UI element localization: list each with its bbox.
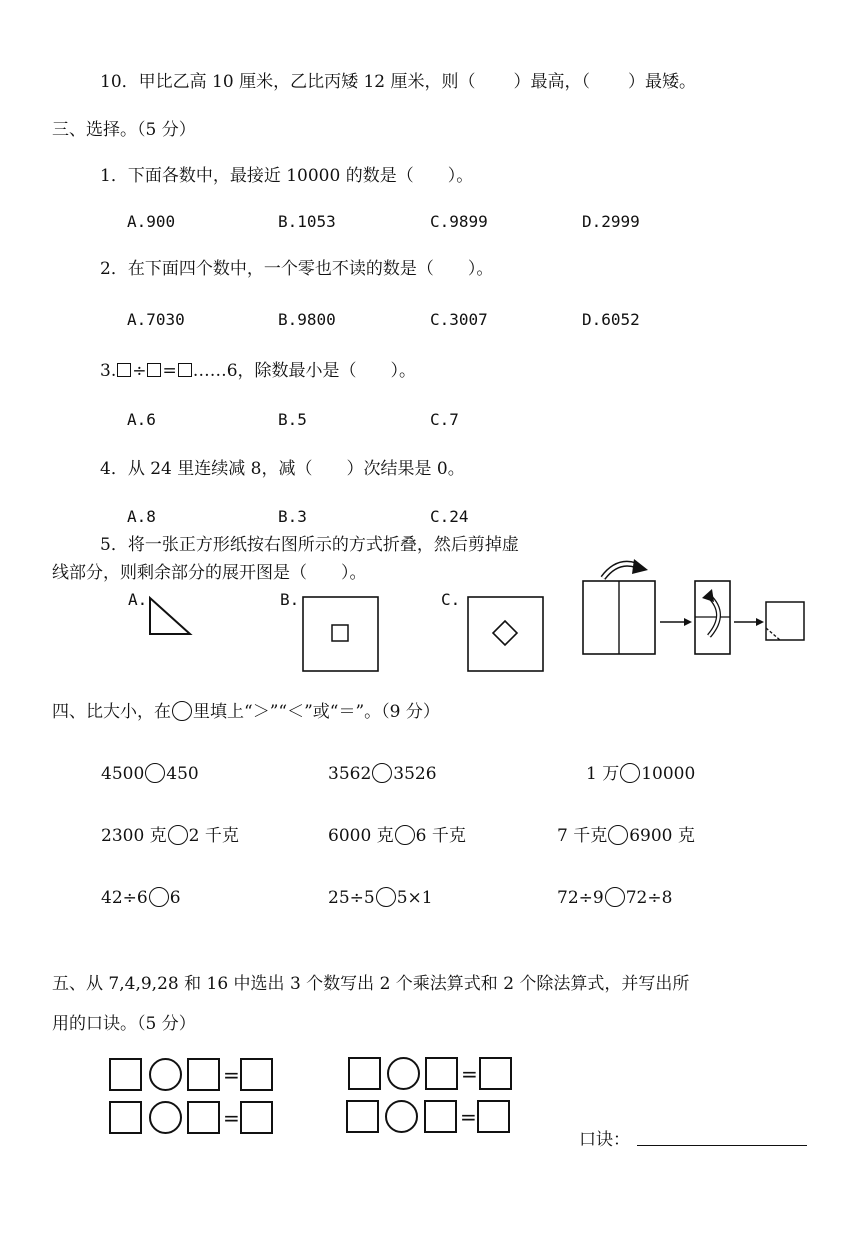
folding-diagram	[578, 556, 810, 660]
q1-option-b[interactable]: B.1053	[278, 212, 336, 231]
compare-left: 7 千克	[557, 826, 608, 846]
compare-left: 2300 克	[101, 826, 167, 846]
q10-part2: ）最高，（	[513, 72, 591, 92]
compare-item-1	[101, 763, 199, 785]
q5-option-c[interactable]: C.	[441, 590, 461, 609]
q10-part3: ）最矮。	[628, 72, 697, 92]
q3-option-b[interactable]: B.5	[278, 410, 307, 429]
equals-sign: =	[223, 1106, 240, 1130]
section4-title	[52, 701, 440, 723]
compare-circle[interactable]	[145, 763, 165, 783]
answer-box[interactable]	[424, 1100, 457, 1133]
answer-box[interactable]	[240, 1058, 273, 1091]
answer-box[interactable]	[109, 1101, 142, 1134]
compare-item-4	[101, 825, 239, 847]
q2-option-b[interactable]: B.9800	[278, 310, 336, 329]
blank-square-icon	[178, 363, 192, 377]
q2-stem: 2．在下面四个数中，一个零也不读的数是（ ）。	[100, 259, 494, 279]
triangle-icon	[146, 594, 196, 638]
koujue-label: 口诀：	[579, 1130, 630, 1150]
q3-number: 3.	[100, 361, 117, 381]
q1-option-c[interactable]: C.9899	[430, 212, 488, 231]
equals-sign: =	[460, 1105, 477, 1129]
operator-circle[interactable]	[385, 1100, 418, 1133]
section5-title-line2: 用的口诀。（5 分）	[52, 1014, 196, 1034]
compare-right: 5×1	[396, 888, 433, 908]
compare-left: 25÷5	[328, 888, 375, 908]
answer-box[interactable]	[348, 1057, 381, 1090]
compare-left: 6000 克	[328, 826, 394, 846]
square-with-diamond-icon	[467, 596, 545, 672]
compare-left: 42÷6	[101, 888, 148, 908]
compare-left: 4500	[101, 764, 145, 784]
q3-rest: ……6，除数最小是（ ）。	[192, 361, 417, 381]
blank-square-icon	[147, 363, 161, 377]
answer-box[interactable]	[346, 1100, 379, 1133]
compare-item-3	[586, 763, 695, 785]
section4-title-post: 里填上“＞”“＜”或“＝”。（9 分）	[193, 702, 440, 722]
compare-item-8	[328, 887, 433, 909]
q3-option-c[interactable]: C.7	[430, 410, 459, 429]
blank-square-icon	[117, 363, 131, 377]
compare-circle[interactable]	[395, 825, 415, 845]
compare-circle[interactable]	[608, 825, 628, 845]
q5-option-b[interactable]: B.	[280, 590, 300, 609]
operator-circle[interactable]	[149, 1058, 182, 1091]
compare-right: 2 千克	[188, 826, 239, 846]
q4-option-b[interactable]: B.3	[278, 507, 307, 526]
q10-line	[100, 71, 696, 93]
answer-box[interactable]	[479, 1057, 512, 1090]
compare-item-7	[101, 887, 181, 909]
q5-stem-line2: 线部分，则剩余部分的展开图是（ ）。	[52, 563, 367, 583]
q1-option-d[interactable]: D.2999	[582, 212, 640, 231]
compare-right: 6 千克	[415, 826, 466, 846]
koujue-answer-line[interactable]	[637, 1145, 807, 1146]
answer-box[interactable]	[187, 1058, 220, 1091]
section4-title-pre: 四、比大小，在	[52, 702, 171, 722]
q5-stem-line1: 5．将一张正方形纸按右图所示的方式折叠，然后剪掉虚	[100, 535, 519, 555]
operator-circle[interactable]	[387, 1057, 420, 1090]
compare-item-6	[557, 825, 695, 847]
compare-right: 450	[166, 764, 199, 784]
q3-option-a[interactable]: A.6	[127, 410, 156, 429]
compare-item-5	[328, 825, 466, 847]
q4-option-a[interactable]: A.8	[127, 507, 156, 526]
q4-option-c[interactable]: C.24	[430, 507, 469, 526]
compare-circle[interactable]	[149, 887, 169, 907]
q5-option-a[interactable]: A.	[128, 590, 148, 609]
compare-right: 3526	[393, 764, 437, 784]
q2-option-c[interactable]: C.3007	[430, 310, 488, 329]
compare-left: 72÷9	[557, 888, 604, 908]
answer-box[interactable]	[109, 1058, 142, 1091]
compare-circle[interactable]	[168, 825, 188, 845]
circle-blank-icon	[172, 701, 192, 721]
answer-box[interactable]	[477, 1100, 510, 1133]
q2-option-a[interactable]: A.7030	[127, 310, 185, 329]
square-with-hole-icon	[302, 596, 380, 672]
q1-option-a[interactable]: A.900	[127, 212, 176, 231]
compare-item-9	[557, 887, 672, 909]
answer-box[interactable]	[240, 1101, 273, 1134]
compare-right: 72÷8	[625, 888, 673, 908]
q2-option-d[interactable]: D.6052	[582, 310, 640, 329]
section5-title-line1: 五、从 7,4,9,28 和 16 中选出 3 个数写出 2 个乘法算式和 2 个除法算式，并写出所	[52, 974, 690, 994]
operator-circle[interactable]	[149, 1101, 182, 1134]
compare-item-2	[328, 763, 437, 785]
q3-stem	[100, 360, 416, 382]
q10-part1: 10．甲比乙高 10 厘米，乙比丙矮 12 厘米，则（	[100, 72, 476, 92]
q3-equals-sign: =	[162, 361, 177, 381]
compare-circle[interactable]	[620, 763, 640, 783]
compare-right: 6900 克	[629, 826, 695, 846]
equals-sign: =	[223, 1063, 240, 1087]
compare-left: 3562	[328, 764, 372, 784]
compare-right: 10000	[641, 764, 696, 784]
compare-right: 6	[169, 888, 181, 908]
section3-title: 三、选择。（5 分）	[52, 120, 196, 140]
q1-stem: 1．下面各数中，最接近 10000 的数是（ ）。	[100, 166, 474, 186]
equals-sign: =	[461, 1062, 478, 1086]
compare-circle[interactable]	[372, 763, 392, 783]
q3-divide-sign: ÷	[132, 361, 147, 381]
answer-box[interactable]	[187, 1101, 220, 1134]
answer-box[interactable]	[425, 1057, 458, 1090]
q4-stem: 4．从 24 里连续减 8，减（ ）次结果是 0。	[100, 459, 465, 479]
compare-circle[interactable]	[376, 887, 396, 907]
compare-left: 1 万	[586, 764, 620, 784]
compare-circle[interactable]	[605, 887, 625, 907]
